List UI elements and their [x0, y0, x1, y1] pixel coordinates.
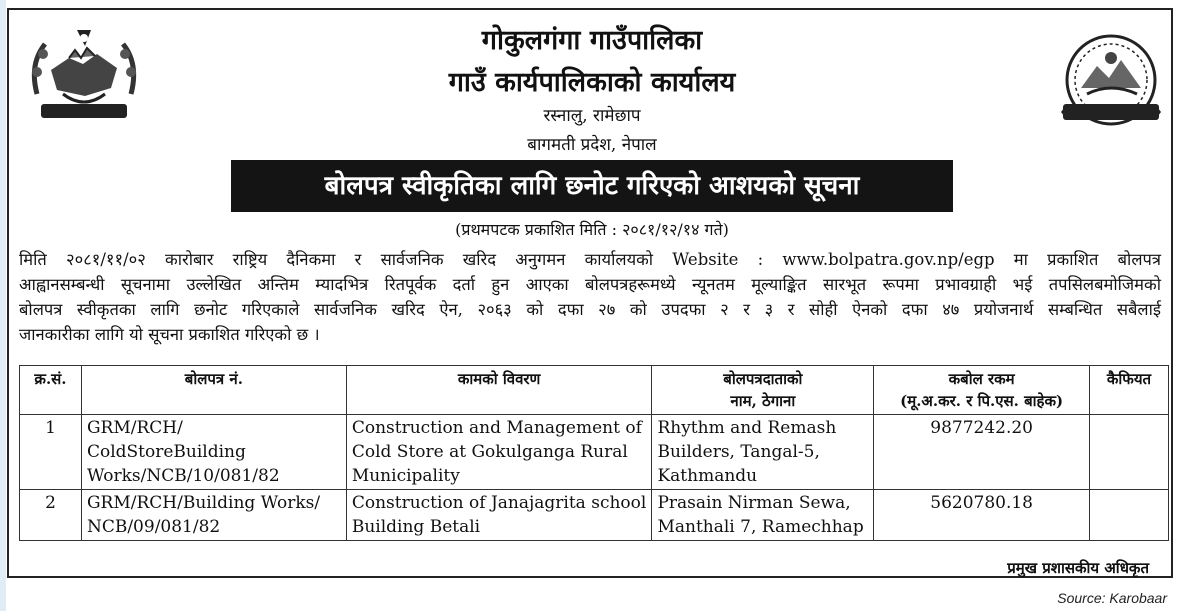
office-name: गाउँ कार्यपालिकाको कार्यालय	[448, 67, 736, 98]
cell-work	[346, 490, 652, 541]
notice-title-banner: बोलपत्र स्वीकृतिका लागि छनोट गरिएको आशयको सूचना	[231, 160, 953, 212]
header-amount-line: (मू.अ.कर. र पि.एस. बाहेक)	[900, 392, 1064, 410]
header-bidder-line: बोलपत्रदाताको	[723, 370, 803, 388]
cell-bidder	[652, 490, 874, 541]
watermark-strip-left	[0, 0, 6, 611]
header-amount	[874, 366, 1090, 415]
cell-amount: 5620780.18	[874, 490, 1090, 541]
cell-line: Municipality	[351, 466, 460, 486]
source-credit: Source: Karobaar	[1057, 590, 1167, 606]
cell-line: Building Betali	[351, 517, 481, 537]
notice-body-line: जानकारीका लागि यो सूचना प्रकाशित गरिएको छ ।	[19, 325, 320, 344]
cell-line: Builders, Tangal-5,	[657, 442, 820, 462]
office-province: बागमती प्रदेश, नेपाल	[527, 135, 657, 155]
cell-line: Construction of Janajagrita school	[351, 493, 647, 513]
notice-body	[19, 247, 1161, 347]
cell-line: GRM/RCH/Building Works/	[86, 493, 321, 513]
cell-remarks	[1090, 415, 1169, 490]
cell-work	[346, 415, 652, 490]
cell-line: Rhythm and Remash	[657, 418, 837, 438]
cell-bid-no	[81, 415, 346, 490]
selected-bids-table	[19, 365, 1169, 541]
notice-body-line: बोलपत्र स्वीकृतका लागि छनोट गरिएकाले सार्वजनिक खरिद ऐन, २०६३ को दफा २७ को उपदफा २ र ३ र सोही ऐनको दफा ४७ प्रयोजनार्थ सम्बन्धित सबैलाई	[19, 300, 1161, 319]
cell-line: ColdStoreBuilding	[86, 442, 246, 462]
cell-line: NCB/09/081/82	[86, 517, 221, 537]
cell-sn: 1	[20, 415, 82, 490]
signatory-title: प्रमुख प्रशासकीय अधिकृत	[1007, 559, 1149, 577]
cell-bid-no	[81, 490, 346, 541]
notice-body-line: आह्वानसम्बन्धी सूचनामा उल्लेखित अन्तिम म्यादभित्र रितपूर्वक दर्ता हुन आएका बोलपत्रहरूमध्ये न्यूनतम मूल्याङ्कित सारभूत रूपमा प्रभावग्राही भई तपसिलबमोजिमको	[19, 275, 1161, 294]
cell-line: GRM/RCH/	[86, 418, 183, 438]
cell-line: Manthali 7, Ramechhap	[657, 517, 864, 537]
header-work: कामको विवरण	[346, 366, 652, 415]
cell-line: Prasain Nirman Sewa,	[657, 493, 851, 513]
office-location: रस्नालु, रामेछाप	[543, 106, 641, 126]
table-row	[20, 490, 1169, 541]
cell-remarks	[1090, 490, 1169, 541]
cell-line: Works/NCB/10/081/82	[86, 466, 280, 486]
header-sn: क्र.सं.	[20, 366, 82, 415]
cell-line: Kathmandu	[657, 466, 758, 486]
header-bid-no: बोलपत्र नं.	[81, 366, 346, 415]
header-bidder-line: नाम, ठेगाना	[730, 392, 796, 410]
cell-line: Cold Store at Gokulganga Rural	[351, 442, 628, 462]
cell-line: Construction and Management of	[351, 418, 642, 438]
cell-bidder	[652, 415, 874, 490]
cell-sn: 2	[20, 490, 82, 541]
notice-body-line: मिति २०८१/११/०२ कारोबार राष्ट्रिय दैनिकमा र सार्वजनिक खरिद अनुगमन कार्यालयको Website : www.bolpatra.gov.np/egp मा प्रकाशित बोलपत्र	[19, 250, 1161, 269]
notice-frame	[7, 8, 1173, 578]
header-amount-line: कबोल रकम	[948, 370, 1015, 388]
header-bidder	[652, 366, 874, 415]
municipality-name: गोकुलगंगा गाउँपालिका	[481, 25, 703, 56]
table-row	[20, 415, 1169, 490]
table-header-row	[20, 366, 1169, 415]
cell-amount: 9877242.20	[874, 415, 1090, 490]
first-published-date: (प्रथमपटक प्रकाशित मिति : २०८१/१२/१४ गते)	[455, 220, 729, 239]
header-remarks: कैफियत	[1090, 366, 1169, 415]
